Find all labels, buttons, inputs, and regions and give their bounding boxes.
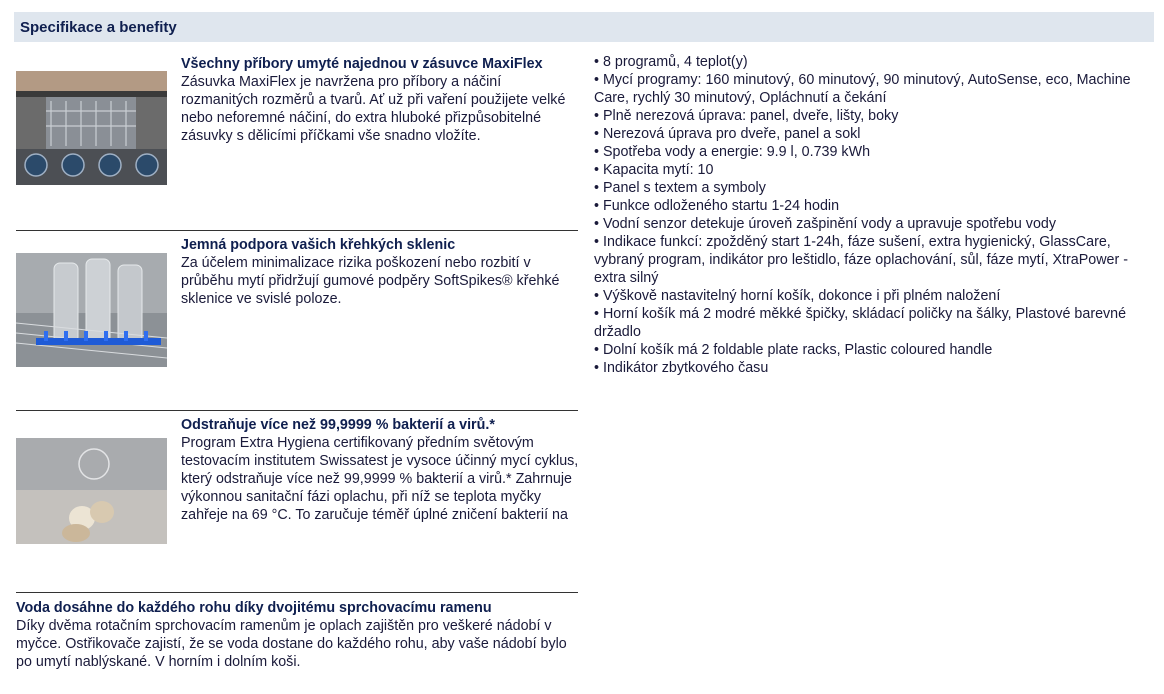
feature-title: Odstraňuje více než 99,9999 % bakterií a virů.* [181,417,495,433]
feature-text [16,599,578,671]
feature-text [181,55,581,145]
feature-title: Jemná podpora vašich křehkých sklenic [181,237,456,253]
feature-text [181,236,581,308]
spec-item: • Plně nerezová úprava: panel, dveře, lišty, boky [594,108,899,124]
feature-softspikes [16,230,578,400]
spec-item: • Mycí programy: 160 minutový, 60 minutový, 90 minutový, AutoSense, eco, Machine Care, rychlý 30 minutový, Opláchnutí a čekání [594,72,1131,106]
feature-description: Za účelem minimalizace rizika poškození nebo rozbití v průběhu mytí přidržují gumové podpěry SoftSpikes® křehké sklenice ve svislé poloze. [181,255,560,307]
feature-description: Zásuvka MaxiFlex je navržena pro příbory a náčiní rozmanitých rozměrů a tvarů. Ať už při vaření použijete velké nebo neforemné náčiní, do extra hluboké přizpůsobitelné zásuvky s dělicími příčkami vše snadno vložíte. [181,74,566,144]
feature-title: Všechny příbory umyté najednou v zásuvce MaxiFlex [181,56,543,72]
feature-extra-hygiene [16,410,578,580]
glasses-softspikes-image [16,253,167,367]
hygiene-cups-image [16,438,167,544]
spec-item: • Indikátor zbytkového času [594,360,769,376]
feature-maxiflex [16,58,578,208]
feature-title: Voda dosáhne do každého rohu díky dvojitému sprchovacímu ramenu [16,600,492,616]
spec-item: • Horní košík má 2 modré měkké špičky, skládací poličky na šálky, Plastové barevné držadlo [594,306,1127,340]
spec-item: • Indikace funkcí: zpožděný start 1-24h, fáze sušení, extra hygienický, GlassCare, vybraný program, indikátor pro leštidlo, fáze oplachování, sůl, fáze mytí, XtraPower - extra silný [594,234,1128,286]
spec-item: • Dolní košík má 2 foldable plate racks, Plastic coloured handle [594,342,993,358]
specs-list [594,53,1154,377]
spec-item: • Kapacita mytí: 10 [594,162,714,178]
feature-description: Díky dvěma rotačním sprchovacím ramenům je oplach zajištěn pro veškeré nádobí v myčce. Ostřikovače zajistí, že se voda dostane do každého rohu, aby vaše nádobí bylo po umytí nablýskané. V horním i dolním koši. [16,618,567,670]
spec-item: • Funkce odloženého startu 1-24 hodin [594,198,840,214]
spec-item: • 8 programů, 4 teplot(y) [594,54,748,70]
feature-text [181,416,581,524]
divider [16,592,578,593]
feature-description: Program Extra Hygiena certifikovaný předním světovým testovacím institutem Swissatest je vysoce účinný mycí cyklus, který odstraňuje více než 99,9999 % bakterií a virů.* Zahrnuje výkonnou sanitační fázi oplachu, při níž se teplota myčky zahřeje na 69 °C. To zaručuje téměř úplné zničení bakterií na [181,435,579,523]
maxiflex-drawer-image [16,71,167,185]
section-title: Specifikace a benefity [20,19,177,36]
divider [16,230,578,231]
spec-item: • Spotřeba vody a energie: 9.9 l, 0.739 kWh [594,144,871,160]
feature-dual-spray-arm [16,592,578,692]
spec-item: • Nerezová úprava pro dveře, panel a sokl [594,126,861,142]
spec-item: • Výškově nastavitelný horní košík, dokonce i při plném naložení [594,288,1001,304]
divider [16,410,578,411]
spec-item: • Vodní senzor detekuje úroveň zašpinění vody a upravuje spotřebu vody [594,216,1057,232]
spec-item: • Panel s textem a symboly [594,180,766,196]
section-header [14,12,1154,42]
